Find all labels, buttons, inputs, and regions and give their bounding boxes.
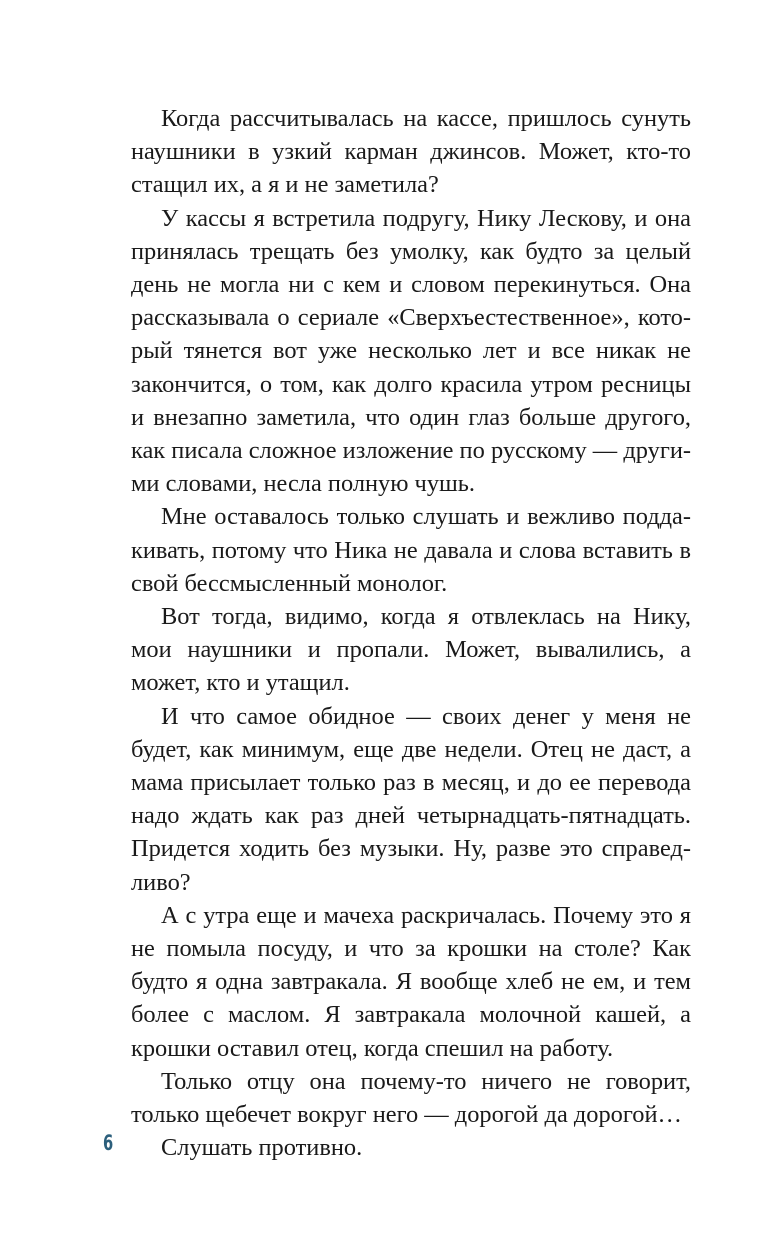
paragraph-1: Когда рассчитывалась на кассе, пришлось сунуть наушники в узкий карман джинсов. Может, кто-то стащил их, а я и не заметила? <box>131 105 691 199</box>
paragraph-2: У кассы я встретила подругу, Нику Лескову, и она принялась трещать без умолку, как будто за целый день не могла ни с кем и словом перекинуться. Она рассказывала о сериале «Сверхъестественное», который тянется вот уже несколько лет и все никак не закончится, о том, как долго красила утром ресницы и внезапно заметила, что один глаз больше другого, как писала сложное изложение по русскому — другими словами, несла полную чушь. <box>131 204 691 498</box>
page-number: 6 <box>103 1131 114 1155</box>
paragraph-4: Вот тогда, видимо, когда я отвлеклась на Нику, мои наушники и пропали. Может, вывалились, а может, кто и утащил. <box>131 603 691 697</box>
paragraph-6: А с утра еще и мачеха раскричалась. Почему это я не помыла посуду, и что за крошки на столе? Как будто я одна завтракала. Я вообще хлеб не ем, и тем более с маслом. Я завтракала молочной кашей, а крошки оставил отец, когда спешил на работу. <box>131 901 691 1062</box>
body-text <box>131 102 691 1165</box>
paragraph-8: Слушать противно. <box>161 1134 363 1162</box>
paragraph-5: И что самое обидное — своих денег у меня не будет, как минимум, еще две недели. Отец не даст, а мама присылает только раз в месяц, и до ее перевода надо ждать как раз дней четырнадцать-пятнадцать. Придется ходить без музыки. Ну, разве это справедливо? <box>131 702 691 896</box>
paragraph-7: Только отцу она почему-то ничего не говорит, только щебечет вокруг него — дорогой да дорогой… <box>131 1067 691 1129</box>
paragraph-3: Мне оставалось только слушать и вежливо поддакивать, потому что Ника не давала и слова вставить в свой бессмысленный монолог. <box>131 503 691 597</box>
